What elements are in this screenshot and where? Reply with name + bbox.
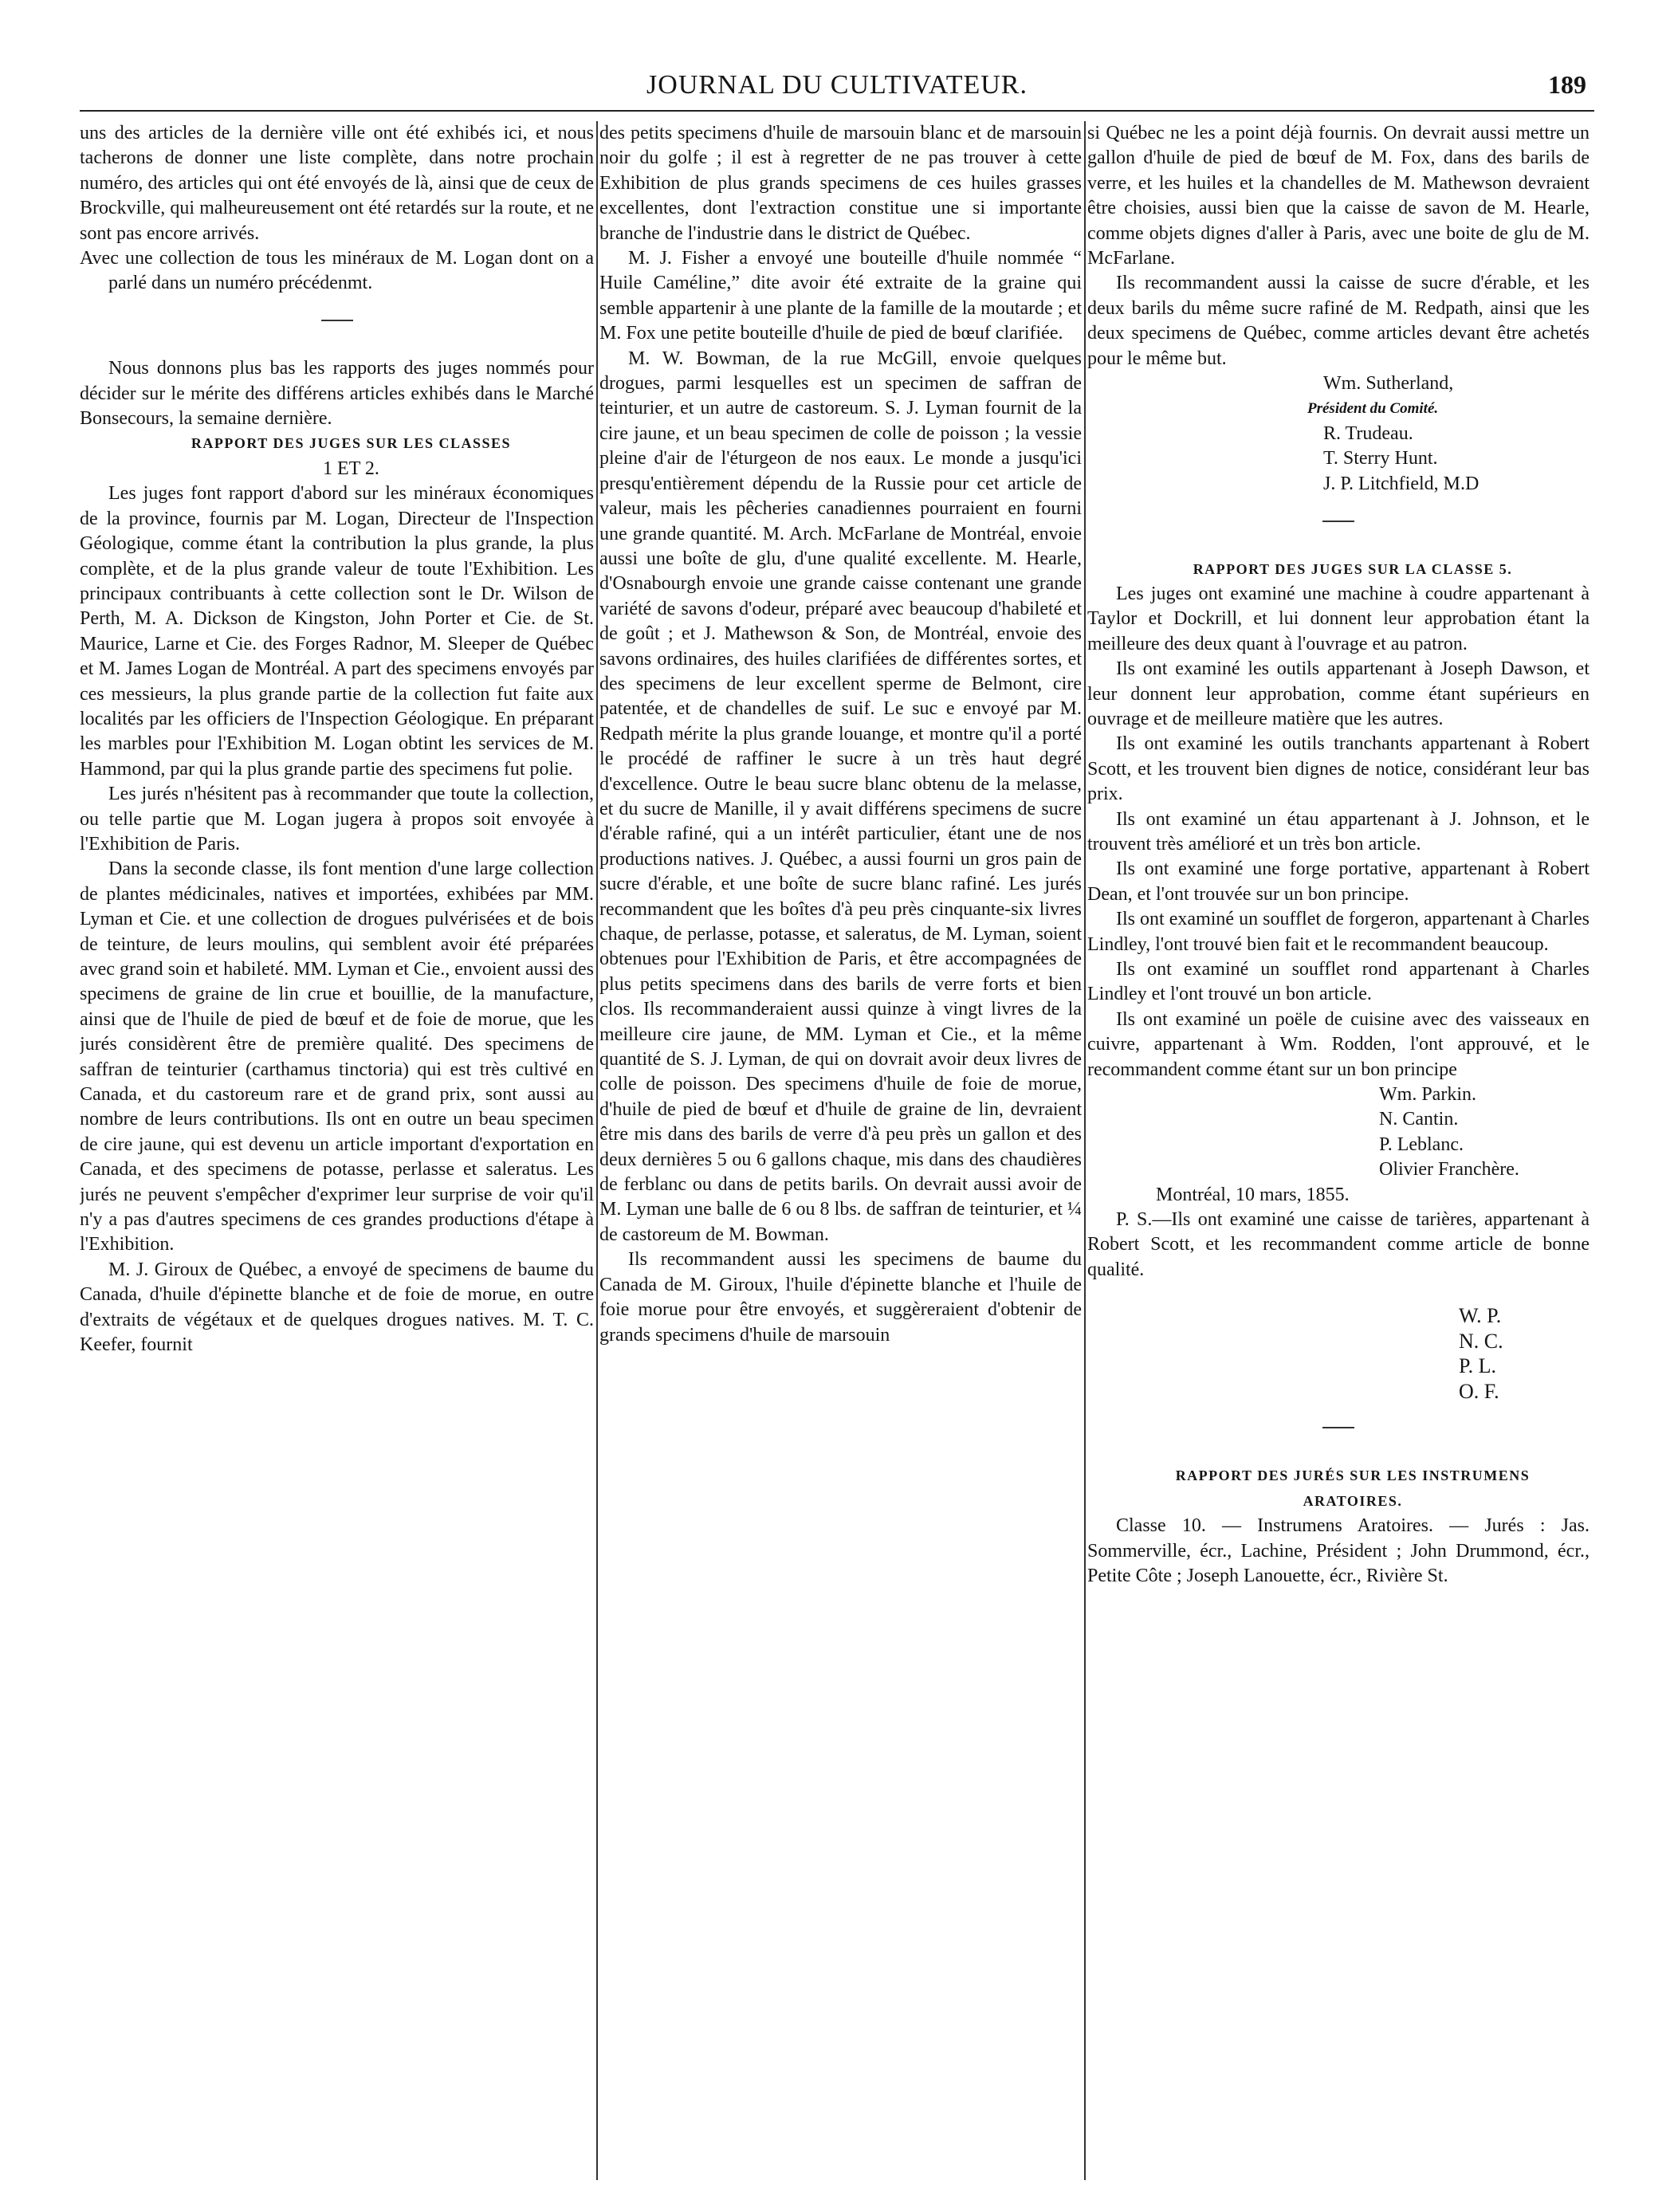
initials: O. F. — [1459, 1379, 1499, 1403]
signature: Wm. Parkin. — [1379, 1084, 1476, 1106]
column-rule-1 — [596, 121, 598, 2180]
page-number: 189 — [1548, 70, 1586, 99]
paragraph: Nous donnons plus bas les rapports des juges nommés pour décider sur le mérite des différens articles exhibés dans le Marché Bonsecours, la semaine dernière. — [80, 358, 594, 430]
paragraph: Ils ont examiné les outils tranchants appartenant à Robert Scott, et les trouvent bien dignes de notice, considérant leur bas prix. — [1087, 733, 1590, 805]
signature: N. Cantin. — [1379, 1109, 1459, 1130]
paragraph: Ils recommandent aussi la caisse de sucre d'érable, et les deux barils du même sucre rafiné de M. Redpath, ainsi que les deux specimens de Québec, comme articles devant être achetés pour le même but. — [1087, 273, 1590, 369]
separator — [1087, 508, 1590, 532]
paragraph: uns des articles de la dernière ville ont été exhibés ici, et nous tacherons de donner une liste complète, dans notre prochain numéro, des articles qui ont été envoyés de là, ainsi que de ceux de Brockville, qui malheureusement ont été retardés sur la route, et ne sont pas encore arrivés. — [80, 123, 594, 244]
initials: P. L. — [1459, 1354, 1496, 1378]
section-heading: RAPPORT DES JUGES SUR LA CLASSE 5. — [1193, 560, 1513, 577]
paragraph: Les juges font rapport d'abord sur les minéraux économiques de la province, fournis par M. Logan, Directeur de l'Inspection Géologique, comme étant la contribution la plus grande, la plus complète, et de la plus grande valeur de toute l'Exhibition. Les principaux contribuants à cette collection sont le Dr. Wilson de Perth, M. A. Dickson de Kingston, John Porter et Cie. de St. Maurice, Larne et Cie. des Forges Radnor, M. Sleeper de Québec et M. James Logan de Montréal. A part des specimens envoyés par ces messieurs, la plus grande partie de la collection fut faite aux localités par les officiers de l'Inspection Géologique. En préparant les marbles pour l'Exhibition M. Logan obtint les services de M. Hammond, par qui la plus grande partie des specimens fut polie. — [80, 483, 594, 780]
initials: W. P. — [1459, 1304, 1502, 1328]
separator — [1087, 1415, 1590, 1440]
paragraph: Ils ont examiné les outils appartenant à Joseph Dawson, et leur donnent leur approbation, comme étant supérieurs en ouvrage et de meilleure matière que les autres. — [1087, 658, 1590, 729]
running-title: JOURNAL DU CULTIVATEUR. — [646, 70, 1028, 100]
signature: Wm. Sutherland, — [1323, 373, 1454, 395]
paragraph: Ils ont examiné un étau appartenant à J. Johnson, et le trouvent très amélioré et un très bon article. — [1087, 808, 1590, 855]
signature: T. Sterry Hunt. — [1323, 448, 1438, 470]
signature: Olivier Franchère. — [1379, 1159, 1519, 1181]
paragraph: Les juges ont examiné une machine à coudre appartenant à Taylor et Dockrill, et lui donnent leur approbation étant la meilleure des deux quant à l'ouvrage et au patron. — [1087, 583, 1590, 654]
paragraph: Dans la seconde classe, ils font mention d'une large collection de plantes médicinales, natives et importées, exhibées par MM. Lyman et Cie. et une collection de drogues pulvérisées et de bois de teinture, de leurs moulins, qui semblent avoir été préparées avec grand soin et habileté. MM. Lyman et Cie., envoient aussi des specimens de graine de lin crue et bouillie, de la manufacture, ainsi que de l'huile de pied de bœuf et de foie de morue, que les jurés considèrent être de première qualité. Des specimens de saffran de teinturier (carthamus tinctoria) qui est très cultivé en Canada, et du castoreum rare et de grand prix, sont aussi au nombre de leurs contributions. Ils ont en outre un beau specimen de cire jaune, qui est devenu un article important d'exportation en Canada, et des specimens de potasse, perlasse et saleratus. Les jurés ne peuvent s'empêcher d'exprimer leur surprise de voir qu'il n'y a pas d'autres specimens de ces grandes productions d'étape à l'Exhibition. — [80, 858, 594, 1255]
column-2 — [599, 121, 1082, 2180]
header-rule — [80, 110, 1594, 112]
signature: J. P. Litchfield, M.D — [1323, 473, 1479, 494]
section-heading-sub: ARATOIRES. — [1303, 1492, 1403, 1509]
paragraph: Ils ont examiné un poële de cuisine avec des vaisseaux en cuivre, appartenant à Wm. Rodden, l'ont approuvé, et le recommandent comme étant sur un bon principe — [1087, 1008, 1590, 1080]
paragraph: Ils ont examiné une forge portative, appartenant à Robert Dean, et l'ont trouvée sur un bon principe. — [1087, 858, 1590, 905]
section-heading-sub: 1 ET 2. — [323, 458, 379, 479]
paragraph: Classe 10. — Instrumens Aratoires. — Jurés : Jas. Sommerville, écr., Lachine, Président ; John Drummond, écr., Petite Côte ; Joseph Lanouette, écr., Rivière St. — [1087, 1515, 1590, 1586]
paragraph: Ils recommandent aussi les specimens de baume du Canada de M. Giroux, l'huile d'épinette blanche et l'huile de foie morue pour être envoyés, et suggèreraient d'obtenir de grands specimens d'huile de marsouin — [599, 1249, 1082, 1346]
dateline: Montréal, 10 mars, 1855. — [1156, 1184, 1350, 1205]
spacer — [1087, 1283, 1590, 1303]
initials: N. C. — [1459, 1329, 1503, 1353]
signature: P. Leblanc. — [1379, 1134, 1464, 1155]
paragraph: si Québec ne les a point déjà fournis. On devrait aussi mettre un gallon d'huile de pied de bœuf de M. Fox, dans des barils de verre, et les huiles et la chandelles de M. Mathewson devraient être choisies, aussi bien que la caisse de savon de M. Hearle, comme objets dignes d'aller à Paris, avec une boite de glu de M. McFarlane. — [1087, 123, 1590, 269]
paragraph: Avec une collection de tous les minéraux de M. Logan dont on a parlé dans un numéro précédenmt. — [80, 248, 594, 294]
column-1 — [80, 121, 594, 2180]
paragraph: Les jurés n'hésitent pas à recommander que toute la collection, ou telle partie que M. Logan jugera à propos soit envoyée à l'Exhibition de Paris. — [80, 784, 594, 855]
section-heading: RAPPORT DES JUGES SUR LES CLASSES — [191, 435, 512, 452]
signature-role: Président du Comité. — [1307, 400, 1439, 418]
paragraph: M. W. Bowman, de la rue McGill, envoie quelques drogues, parmi lesquelles est un specimen de saffran de teinturier, et un autre de castoreum. S. J. Lyman fournit de la cire jaune, et un beau specimen de colle de poisson ; la vessie pleine d'air de l'éturgeon de nos eaux. Le monde a jusqu'ici presqu'entièrement dépendu de la Russie pour cet article de valeur, mais les pêcheries canadiennes pourraient en fourni une grande quantité. M. Arch. McFarlane de Montréal, envoie aussi une boîte de glu, d'une qualité excellente. M. Hearle, d'Osnabourgh envoie une grande caisse contenant une grande variété de savons d'odeur, préparé avec beaucoup d'habileté et de goût ; et J. Mathewson & Son, de Montréal, envoie des savons ordinaires, des huiles clarifiées de différentes sortes, et des specimens de leur excellent sperme de Belmont, cire patentée, et de chandelles de suif. Le suc e envoyé par M. Redpath mérite la plus grande louange, et montre qu'il a porté le procédé de raffiner le sucre à un très haut degré d'excellence. Outre le beau sucre blanc obtenu de la melasse, et du sucre de Manille, il y avait différens specimens de sucre d'érable rafiné, qui a un intérêt particulier, étant une de nos productions natives. J. Québec, a aussi fourni un gros pain de sucre d'érable, et une boîte de sucre blanc rafiné. Les jurés recommandent que les boîtes d'à peu près cinquante-six livres chaque, de perlasse, potasse, et saleratus, de M. Lyman, soient obtenues pour l'Exhibition de Paris, et être accompagnées de plus petits specimens dans des barils de verre forts et bien clos. Ils recommanderaient aussi quinze à vingt livres de la meilleure cire jaune, de MM. Lyman et Cie., et la même quantité de S. J. Lyman, de qui on dovrait avoir deux livres de colle de poisson. Des specimens d'huile de foie de morue, d'huile de pied de bœuf et d'huile de graine de lin, devraient être mis dans des barils de verre d'à peu près un gallon et des deux dernières 5 ou 6 gallons chaque, mis dans des chaudières de ferblanc ou dans de petits barils. On devrait aussi avoir de M. Lyman une balle de 6 ou 8 lbs. de saffran de teinturier, et ¼ de castoreum de M. Bowman. — [599, 348, 1082, 1245]
section-heading: RAPPORT DES JURÉS SUR LES INSTRUMENS — [1175, 1467, 1531, 1484]
paragraph: des petits specimens d'huile de marsouin blanc et de marsouin noir du golfe ; il est à regretter de ne pas trouver à cette Exhibition de plus grands specimens de ces huiles grasses excellentes, dont l'extraction constitue une si importante branche de l'industrie dans le district de Québec. — [599, 123, 1082, 244]
signature: R. Trudeau. — [1323, 422, 1413, 444]
separator — [80, 308, 594, 332]
column-3 — [1087, 121, 1590, 2180]
column-rule-2 — [1084, 121, 1086, 2180]
paragraph: M. J. Giroux de Québec, a envoyé de specimens de baume du Canada, d'huile d'épinette blanche et de foie de morue, en outre d'extraits de végétaux et de quelques drogues natives. M. T. C. Keefer, fournit — [80, 1259, 594, 1356]
paragraph: M. J. Fisher a envoyé une bouteille d'huile nommée “ Huile Caméline,” dite avoir été extraite de la graine qui semble appartenir à une plante de la famille de la moutarde ; et M. Fox une petite bouteille d'huile de pied de bœuf clarifiée. — [599, 248, 1082, 344]
paragraph: P. S.—Ils ont examiné une caisse de tarières, appartenant à Robert Scott, et les recommandent comme article de bonne qualité. — [1087, 1209, 1590, 1280]
page-header — [88, 70, 1586, 110]
paragraph: Ils ont examiné un soufflet de forgeron, appartenant à Charles Lindley, l'ont trouvé bien fait et le recommandent beaucoup. — [1087, 909, 1590, 955]
paragraph: Ils ont examiné un soufflet rond appartenant à Charles Lindley et l'ont trouvé un bon article. — [1087, 959, 1590, 1005]
